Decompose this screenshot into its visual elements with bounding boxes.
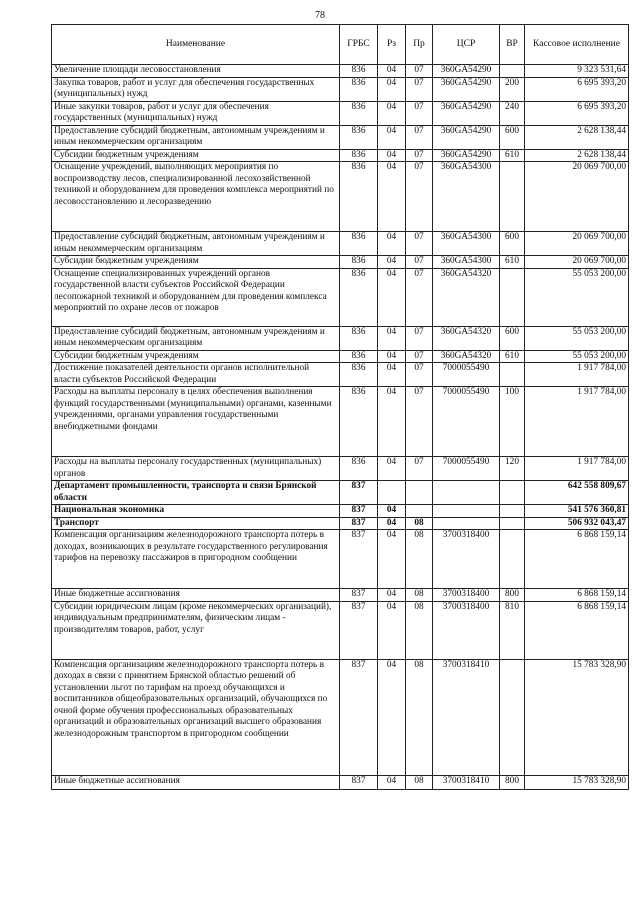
cell-pr: 07 xyxy=(406,101,433,125)
cell-grbs: 836 xyxy=(340,125,378,149)
cell-rz: 04 xyxy=(378,101,406,125)
cell-pr: 07 xyxy=(406,256,433,269)
cell-grbs: 836 xyxy=(340,65,378,78)
cell-csr: 360GA54320 xyxy=(433,350,500,363)
cell-grbs: 836 xyxy=(340,101,378,125)
cell-grbs: 836 xyxy=(340,162,378,232)
cell-name: Предоставление субсидий бюджетным, автономным учреждениям и иным некоммерческим организациям xyxy=(52,125,340,149)
cell-name: Достижение показателей деятельности органов исполнительной власти субъектов Российской Федерации xyxy=(52,363,340,387)
cell-rz: 04 xyxy=(378,125,406,149)
cell-rz: 04 xyxy=(378,457,406,481)
cell-pr: 07 xyxy=(406,77,433,101)
cell-name: Транспорт xyxy=(52,517,340,530)
cell-amount: 6 695 393,20 xyxy=(525,77,629,101)
cell-vr xyxy=(500,162,525,232)
cell-pr: 07 xyxy=(406,65,433,78)
cell-name: Расходы на выплаты персоналу государственных (муниципальных) органов xyxy=(52,457,340,481)
cell-rz: 04 xyxy=(378,387,406,457)
table-row xyxy=(52,481,629,505)
cell-grbs: 837 xyxy=(340,505,378,518)
cell-rz: 04 xyxy=(378,363,406,387)
cell-csr: 360GA54320 xyxy=(433,268,500,326)
cell-rz: 04 xyxy=(378,232,406,256)
cell-rz: 04 xyxy=(378,589,406,602)
cell-name: Расходы на выплаты персоналу в целях обеспечения выполнения функций государственными (муниципальными) органами, казенными учреждениями, органами управления государственными внебюджетными фондами xyxy=(52,387,340,457)
table-row xyxy=(52,530,629,589)
cell-rz: 04 xyxy=(378,162,406,232)
cell-pr: 07 xyxy=(406,125,433,149)
cell-csr: 360GA54290 xyxy=(433,77,500,101)
cell-pr: 08 xyxy=(406,659,433,775)
cell-pr: 07 xyxy=(406,363,433,387)
cell-vr: 810 xyxy=(500,601,525,659)
table-row xyxy=(52,256,629,269)
cell-grbs: 837 xyxy=(340,517,378,530)
cell-amount: 6 868 159,14 xyxy=(525,530,629,589)
cell-rz: 04 xyxy=(378,517,406,530)
cell-name: Иные бюджетные ассигнования xyxy=(52,589,340,602)
cell-name: Департамент промышленности, транспорта и связи Брянской области xyxy=(52,481,340,505)
cell-csr: 7000055490 xyxy=(433,387,500,457)
cell-vr xyxy=(500,659,525,775)
table-row xyxy=(52,363,629,387)
cell-vr: 800 xyxy=(500,589,525,602)
cell-csr: 360GA54300 xyxy=(433,256,500,269)
cell-csr: 360GA54290 xyxy=(433,149,500,162)
cell-pr: 07 xyxy=(406,232,433,256)
cell-rz: 04 xyxy=(378,65,406,78)
cell-amount: 2 628 138,44 xyxy=(525,125,629,149)
cell-name: Компенсация организациям железнодорожного транспорта потерь в доходах, возникающих в результате государственного регулирования тарифов на перевозку пассажиров в пригородном сообщении xyxy=(52,530,340,589)
cell-amount: 20 069 700,00 xyxy=(525,256,629,269)
table-row xyxy=(52,77,629,101)
cell-amount: 2 628 138,44 xyxy=(525,149,629,162)
table-row xyxy=(52,517,629,530)
cell-csr: 360GA54300 xyxy=(433,232,500,256)
cell-amount: 20 069 700,00 xyxy=(525,232,629,256)
cell-name: Компенсация организациям железнодорожного транспорта потерь в доходах в связи с принятием Брянской областью решений об установлении льгот по тарифам на проезд обучающихся и воспитанников общеобразовательных организаций, обучающихся по очной форме обучения профессиональных образовательных организаций и образовательных организаций высшего образования железнодорожным транспортом в пригородном сообщении xyxy=(52,659,340,775)
cell-grbs: 837 xyxy=(340,589,378,602)
cell-amount: 55 053 200,00 xyxy=(525,268,629,326)
table-row xyxy=(52,149,629,162)
cell-name: Увеличение площади лесовосстановления xyxy=(52,65,340,78)
cell-grbs: 836 xyxy=(340,149,378,162)
cell-vr: 200 xyxy=(500,77,525,101)
cell-amount: 541 576 360,81 xyxy=(525,505,629,518)
cell-vr: 600 xyxy=(500,125,525,149)
cell-rz: 04 xyxy=(378,326,406,350)
cell-grbs: 836 xyxy=(340,457,378,481)
cell-rz: 04 xyxy=(378,77,406,101)
cell-vr: 600 xyxy=(500,232,525,256)
cell-rz: 04 xyxy=(378,775,406,789)
cell-amount: 1 917 784,00 xyxy=(525,363,629,387)
table-row xyxy=(52,505,629,518)
cell-name: Оснащение специализированных учреждений органов государственной власти субъектов Российской Федерации лесопожарной техникой и оборудованием для проведения комплекса мероприятий по охране лесов от пожаров xyxy=(52,268,340,326)
budget-execution-table xyxy=(51,24,629,790)
header-amount: Кассовое исполнение xyxy=(525,25,629,65)
cell-vr: 610 xyxy=(500,256,525,269)
cell-pr xyxy=(406,505,433,518)
cell-name: Субсидии бюджетным учреждениям xyxy=(52,256,340,269)
table-header-row xyxy=(52,25,629,65)
cell-csr xyxy=(433,481,500,505)
cell-pr: 07 xyxy=(406,149,433,162)
header-pr: Пр xyxy=(406,25,433,65)
cell-vr: 600 xyxy=(500,326,525,350)
cell-vr: 610 xyxy=(500,149,525,162)
cell-pr: 07 xyxy=(406,387,433,457)
table-row xyxy=(52,457,629,481)
table-row xyxy=(52,589,629,602)
table-row xyxy=(52,326,629,350)
cell-csr: 360GA54290 xyxy=(433,101,500,125)
cell-amount: 15 783 328,90 xyxy=(525,659,629,775)
cell-rz: 04 xyxy=(378,601,406,659)
cell-name: Закупка товаров, работ и услуг для обеспечения государственных (муниципальных) нужд xyxy=(52,77,340,101)
page-number: 78 xyxy=(315,10,325,21)
cell-grbs: 836 xyxy=(340,256,378,269)
cell-csr: 3700318410 xyxy=(433,659,500,775)
cell-name: Предоставление субсидий бюджетным, автономным учреждениям и иным некоммерческим организациям xyxy=(52,326,340,350)
cell-vr xyxy=(500,363,525,387)
cell-grbs: 837 xyxy=(340,530,378,589)
table-row xyxy=(52,232,629,256)
cell-csr: 7000055490 xyxy=(433,363,500,387)
cell-csr: 3700318410 xyxy=(433,775,500,789)
cell-amount: 506 932 043,47 xyxy=(525,517,629,530)
table-row xyxy=(52,775,629,789)
header-grbs: ГРБС xyxy=(340,25,378,65)
cell-vr xyxy=(500,65,525,78)
cell-rz: 04 xyxy=(378,256,406,269)
cell-pr: 07 xyxy=(406,350,433,363)
table-row xyxy=(52,350,629,363)
cell-amount: 20 069 700,00 xyxy=(525,162,629,232)
cell-grbs: 837 xyxy=(340,481,378,505)
cell-rz: 04 xyxy=(378,149,406,162)
cell-grbs: 836 xyxy=(340,232,378,256)
cell-grbs: 836 xyxy=(340,387,378,457)
table-row xyxy=(52,125,629,149)
cell-pr: 07 xyxy=(406,162,433,232)
cell-name: Субсидии юридическим лицам (кроме некоммерческих организаций), индивидуальным предпринимателям, физическим лицам - производителям товаров, работ, услуг xyxy=(52,601,340,659)
cell-grbs: 837 xyxy=(340,775,378,789)
cell-grbs: 836 xyxy=(340,363,378,387)
cell-csr: 3700318400 xyxy=(433,601,500,659)
cell-rz: 04 xyxy=(378,505,406,518)
cell-pr: 08 xyxy=(406,601,433,659)
cell-vr: 800 xyxy=(500,775,525,789)
cell-grbs: 836 xyxy=(340,350,378,363)
cell-rz: 04 xyxy=(378,268,406,326)
header-csr: ЦСР xyxy=(433,25,500,65)
cell-grbs: 836 xyxy=(340,77,378,101)
cell-vr xyxy=(500,481,525,505)
table-row xyxy=(52,387,629,457)
cell-name: Иные закупки товаров, работ и услуг для обеспечения государственных (муниципальных) нужд xyxy=(52,101,340,125)
cell-vr xyxy=(500,268,525,326)
cell-amount: 55 053 200,00 xyxy=(525,326,629,350)
cell-pr: 07 xyxy=(406,457,433,481)
cell-grbs: 837 xyxy=(340,601,378,659)
cell-amount: 642 558 809,67 xyxy=(525,481,629,505)
cell-csr: 3700318400 xyxy=(433,589,500,602)
cell-csr: 3700318400 xyxy=(433,530,500,589)
header-vr: ВР xyxy=(500,25,525,65)
cell-csr: 360GA54300 xyxy=(433,162,500,232)
cell-grbs: 837 xyxy=(340,659,378,775)
table-row xyxy=(52,101,629,125)
cell-amount: 55 053 200,00 xyxy=(525,350,629,363)
cell-grbs: 836 xyxy=(340,326,378,350)
cell-name: Оснащение учреждений, выполняющих мероприятия по воспроизводству лесов, специализированной лесохозяйственной техникой и оборудованием для проведения комплекса мероприятий по лесовосстановлению и лесоразведению xyxy=(52,162,340,232)
cell-vr xyxy=(500,505,525,518)
cell-pr: 08 xyxy=(406,530,433,589)
cell-pr: 08 xyxy=(406,775,433,789)
cell-vr: 610 xyxy=(500,350,525,363)
cell-csr xyxy=(433,517,500,530)
cell-name: Субсидии бюджетным учреждениям xyxy=(52,350,340,363)
cell-amount: 6 868 159,14 xyxy=(525,589,629,602)
header-rz: Рз xyxy=(378,25,406,65)
cell-amount: 1 917 784,00 xyxy=(525,457,629,481)
cell-pr: 08 xyxy=(406,517,433,530)
cell-pr: 07 xyxy=(406,326,433,350)
cell-rz: 04 xyxy=(378,350,406,363)
table-row xyxy=(52,268,629,326)
cell-grbs: 836 xyxy=(340,268,378,326)
cell-rz xyxy=(378,481,406,505)
table-row xyxy=(52,162,629,232)
cell-csr: 360GA54320 xyxy=(433,326,500,350)
cell-name: Предоставление субсидий бюджетным, автономным учреждениям и иным некоммерческим организациям xyxy=(52,232,340,256)
cell-amount: 9 323 531,64 xyxy=(525,65,629,78)
cell-vr: 120 xyxy=(500,457,525,481)
cell-amount: 1 917 784,00 xyxy=(525,387,629,457)
table-row xyxy=(52,65,629,78)
cell-vr: 240 xyxy=(500,101,525,125)
cell-csr xyxy=(433,505,500,518)
cell-csr: 360GA54290 xyxy=(433,65,500,78)
cell-amount: 15 783 328,90 xyxy=(525,775,629,789)
cell-name: Субсидии бюджетным учреждениям xyxy=(52,149,340,162)
cell-rz: 04 xyxy=(378,659,406,775)
table-row xyxy=(52,601,629,659)
cell-vr: 100 xyxy=(500,387,525,457)
cell-name: Национальная экономика xyxy=(52,505,340,518)
cell-amount: 6 695 393,20 xyxy=(525,101,629,125)
cell-amount: 6 868 159,14 xyxy=(525,601,629,659)
table-row xyxy=(52,659,629,775)
cell-name: Иные бюджетные ассигнования xyxy=(52,775,340,789)
cell-pr: 08 xyxy=(406,589,433,602)
cell-pr xyxy=(406,481,433,505)
cell-vr xyxy=(500,517,525,530)
cell-rz: 04 xyxy=(378,530,406,589)
cell-vr xyxy=(500,530,525,589)
cell-csr: 7000055490 xyxy=(433,457,500,481)
header-name: Наименование xyxy=(52,25,340,65)
cell-csr: 360GA54290 xyxy=(433,125,500,149)
cell-pr: 07 xyxy=(406,268,433,326)
